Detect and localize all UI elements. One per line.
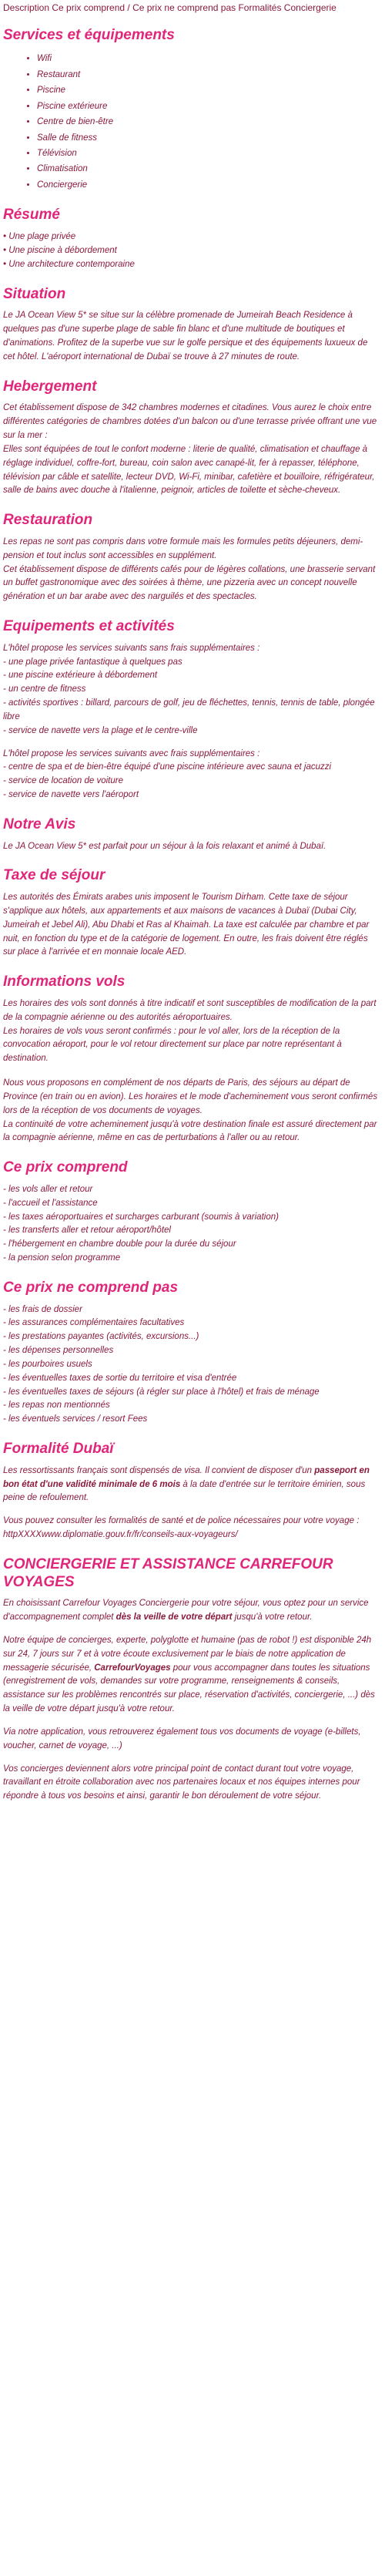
equipements-paid-intro: L'hôtel propose les services suivants avec frais supplémentaires : bbox=[3, 748, 260, 758]
list-item: • Centre de bien-être bbox=[37, 114, 380, 129]
list-item: • Piscine extérieure bbox=[37, 99, 380, 114]
list-item: - les taxes aéroportuaires et surcharges carburant (soumis à variation) bbox=[3, 1212, 279, 1222]
avis-heading: Notre Avis bbox=[3, 816, 76, 832]
list-item: - un centre de fitness bbox=[3, 684, 86, 694]
conciergerie-paragraph: Vos concierges deviennent alors votre principal point de contact durant tout votre voyage, travaillant en étroite collaboration avec nos partenaires locaux et nos équipes internes pour répondre à tous vos besoins et ainsi, garantir le bon déroulement de votre séjour. bbox=[3, 1764, 360, 1801]
restauration-paragraph: Cet établissement dispose de différents cafés pour de légères collations, une brasserie servant un buffet gastronomique avec des soirées à thème, une pizzeria avec un concept nouvelle génération et un bar arabe avec des narguilés et des spectacles. bbox=[3, 564, 376, 602]
list-item: • Restaurant bbox=[37, 67, 380, 82]
equipements-free-intro: L'hôtel propose les services suivants sans frais supplémentaires : bbox=[3, 643, 260, 653]
list-item: • Une plage privée bbox=[3, 232, 76, 242]
situation-text: Le JA Ocean View 5* se situe sur la célèbre promenade de Jumeirah Beach Residence à quelques pas d'une superbe plage de sable fin blanc et d'une multitude de boutiques et d'animations. Profitez de la superbe vue sur le golfe persique et des équipements luxueux de cet hôtel. L'aéroport international de Dubaï se trouve à 27 minutes de route. bbox=[3, 311, 368, 362]
conciergerie-text: Notre équipe de concierges, experte, polyglotte et humaine (pas de robot !) est disponible 24h sur 24, 7 jours sur 7 et à votre écoute exclusivement par le biais de notre application de messagerie sécurisée, bbox=[3, 1636, 372, 1673]
list-item: • Conciergerie bbox=[37, 177, 380, 193]
vols-paragraph: Les horaires des vols sont donnés à titre indicatif et sont susceptibles de modification de la part de la compagnie aérienne ou des autorités aéroportuaires. bbox=[3, 999, 377, 1022]
vols-paragraph: La continuité de votre acheminement jusqu'à votre destination finale est assuré directement par la compagnie aérienne, même en cas de perturbations à l'aller ou au retour. bbox=[3, 1119, 377, 1143]
services-list bbox=[3, 51, 380, 193]
hebergement-text bbox=[3, 402, 380, 498]
restauration-text bbox=[3, 536, 380, 604]
vols-paragraph: Les horaires de vols vous seront confirmés : pour le vol aller, lors de la réception de la convocation aéroport, pour le vol retour directement sur place par notre représentant à destination. bbox=[3, 1026, 342, 1064]
services-heading: Services et équipements bbox=[3, 27, 175, 44]
list-item: - une piscine extérieure à débordement bbox=[3, 671, 158, 681]
situation-heading: Situation bbox=[3, 285, 66, 302]
equipements-heading: Equipements et activités bbox=[3, 618, 175, 635]
list-item: • Climatisation bbox=[37, 161, 380, 177]
list-item: - centre de spa et de bien-être équipé d'une piscine intérieure avec sauna et jacuzzi bbox=[3, 762, 332, 772]
conciergerie-heading: CONCIERGERIE ET ASSISTANCE CARREFOUR VOYAGES bbox=[3, 1555, 333, 1590]
ne-comprend-list bbox=[3, 1303, 380, 1427]
list-item: - la pension selon programme bbox=[3, 1253, 121, 1263]
avis-text: Le JA Ocean View 5* est parfait pour un séjour à la fois relaxant et animé à Dubaï. bbox=[3, 841, 326, 851]
list-item: - activités sportives : billard, parcours de golf, jeu de fléchettes, tennis, tennis de table, plongée libre bbox=[3, 698, 375, 721]
vols-text bbox=[3, 997, 380, 1145]
restauration-heading: Restauration bbox=[3, 512, 93, 529]
list-item: - les frais de dossier bbox=[3, 1304, 82, 1314]
restauration-paragraph: Les repas ne sont pas compris dans votre formule mais les formules petits déjeuners, demi-pension et tout inclus sont accessibles en supplément. bbox=[3, 536, 363, 560]
formalite-paragraph bbox=[3, 1465, 380, 1505]
passport-requirement: passeport en bon état d'une validité minimale de 6 mois bbox=[3, 1465, 370, 1489]
resume-list bbox=[3, 230, 380, 271]
list-item: - les éventuels services / resort Fees bbox=[3, 1414, 148, 1424]
list-item: - les prestations payantes (activités, excursions...) bbox=[3, 1332, 199, 1342]
conciergerie-text: En choisissant Carrefour Voyages Conciergerie pour votre séjour, vous optez pour un service d'accompagnement complet bbox=[3, 1599, 369, 1623]
list-item: - service de navette vers l'aéroport bbox=[3, 789, 139, 799]
taxe-heading: Taxe de séjour bbox=[3, 867, 105, 884]
equipements-paid bbox=[3, 748, 380, 802]
resume-heading: Résumé bbox=[3, 207, 60, 224]
list-item: • Piscine bbox=[37, 82, 380, 98]
hebergement-heading: Hebergement bbox=[3, 378, 97, 395]
list-item: - l'accueil et l'assistance bbox=[3, 1198, 98, 1208]
list-item: - les éventuelles taxes de sortie du territoire et visa d'entrée bbox=[3, 1373, 237, 1383]
list-item: - service de location de voiture bbox=[3, 776, 123, 786]
list-item: • Wifi bbox=[37, 51, 380, 66]
list-item: • Salle de fitness bbox=[37, 130, 380, 146]
conciergerie-paragraph: Via notre application, vous retrouverez également tous vos documents de voyage (e-billets, voucher, carnet de voyage, ...) bbox=[3, 1727, 361, 1750]
list-item: - les pourboires usuels bbox=[3, 1359, 92, 1369]
app-name: CarrefourVoyages bbox=[94, 1663, 171, 1673]
formalite-sante: Vous pouvez consulter les formalités de santé et de police nécessaires pour votre voyage : httpXXXXwww.diplomatie.gouv.fr/fr/conseils-aux-voyageurs/ bbox=[3, 1516, 360, 1539]
comprend-list bbox=[3, 1183, 380, 1266]
list-item: - les éventuelles taxes de séjours (à régler sur place à l'hôtel) et frais de ménage bbox=[3, 1387, 320, 1397]
hebergement-paragraph: Elles sont équipées de tout le confort moderne : literie de qualité, climatisation et chauffage à réglage individuel, coffre-fort, bureau, coin salon avec canapé-lit, fer à repasser, téléphone, télévision par câble et satellite, lecteur DVD, Wi-Fi, minibar, cafetière et bouilloire, réfrigérateur, salle de bains avec douche à l'italienne, peignoir, articles de toilette et sèche-cheveux. bbox=[3, 444, 375, 496]
formalite-text: Les ressortissants français sont dispensés de visa. Il convient de disposer d'un bbox=[3, 1465, 315, 1475]
list-item: • Télévision bbox=[37, 146, 380, 161]
list-item: - l'hébergement en chambre double pour la durée du séjour bbox=[3, 1239, 236, 1249]
equipements-free bbox=[3, 642, 380, 738]
list-item: - une plage privée fantastique à quelques pas bbox=[3, 657, 182, 667]
formalite-heading: Formalité Dubaï bbox=[3, 1440, 114, 1457]
list-item: - les repas non mentionnés bbox=[3, 1401, 110, 1411]
list-item: - les assurances complémentaires facultatives bbox=[3, 1318, 185, 1328]
taxe-text: Les autorités des Émirats arabes unis imposent le Tourism Dirham. Cette taxe de séjour s'applique aux hôtels, aux appartements et aux maisons de vacances à Dubaï (Dubai City, Jumeirah et Jebel Ali), Abu Dhabi et Ras al Khaimah. La taxe est calculée par chambre et par nuit, en fonction du type et de la catégorie de logement. En outre, les frais doivent être réglés sur place à l'arrivée et en monnaie locale AED. bbox=[3, 893, 370, 957]
vols-paragraph: Nous vous proposons en complément de nos départs de Paris, des séjours au départ de Province (en train ou en avion). Les horaires et le mode d'acheminement vous seront confirmés lors de la réception de vos documents de voyages. bbox=[3, 1078, 378, 1115]
formalite-text: à la date d'entrée sur le territoire émirien, sous peine de refoulement. bbox=[3, 1479, 366, 1503]
conciergerie-text: jusqu'à votre retour. bbox=[232, 1613, 313, 1623]
vols-heading: Informations vols bbox=[3, 974, 126, 990]
list-item: • Une piscine à débordement bbox=[3, 246, 117, 256]
list-item: - les dépenses personnelles bbox=[3, 1346, 114, 1356]
conciergerie-paragraph bbox=[3, 1597, 380, 1625]
tab-labels: Description Ce prix comprend / Ce prix ne comprend pas Formalités Conciergerie bbox=[3, 2, 336, 13]
conciergerie-text: pour vous accompagner dans toutes les situations (enregistrement de vols, demandes sur votre programme, renseignements & conseils, assistance sur les problèmes rencontrés sur place, réservation d'activités, conciergerie, ...) dès la veille de votre départ jusqu'à votre retour. bbox=[3, 1663, 375, 1714]
list-item: - les transferts aller et retour aéroport/hôtel bbox=[3, 1226, 171, 1236]
list-item: - service de navette vers la plage et le centre-ville bbox=[3, 725, 198, 735]
hebergement-paragraph: Cet établissement dispose de 342 chambres modernes et citadines. Vous aurez le choix entre différentes catégories de chambres dotées d'un balcon ou d'une terrasse privée offrant une vue sur la mer : bbox=[3, 403, 377, 441]
conciergerie-paragraph bbox=[3, 1634, 380, 1717]
conciergerie-emphasis: dès la veille de votre départ bbox=[116, 1613, 233, 1623]
comprend-heading: Ce prix comprend bbox=[3, 1159, 128, 1176]
ne-comprend-heading: Ce prix ne comprend pas bbox=[3, 1279, 179, 1296]
spacer bbox=[3, 1066, 380, 1077]
list-item: - les vols aller et retour bbox=[3, 1184, 93, 1194]
list-item: • Une architecture contemporaine bbox=[3, 259, 135, 269]
